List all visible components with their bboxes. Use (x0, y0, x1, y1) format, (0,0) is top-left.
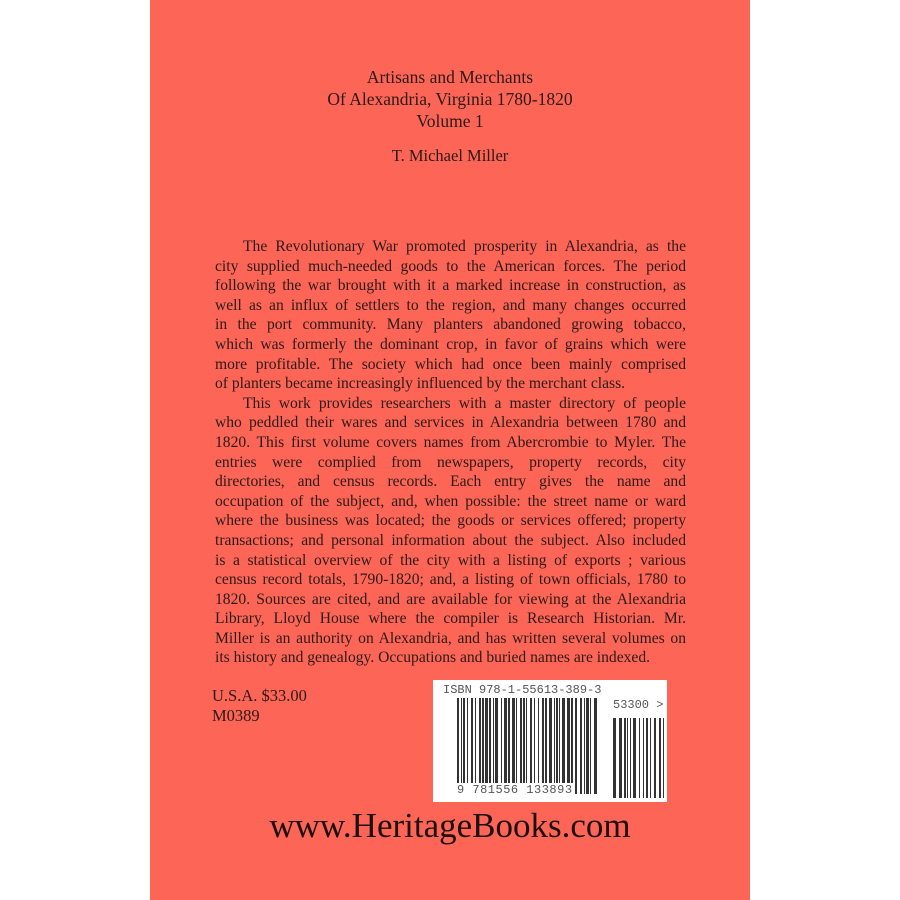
text-line: entries were complied from newspapers, property records, city (215, 453, 686, 471)
barcode-bar (650, 718, 651, 798)
text-line: transactions; and personal information about the subject. Also included (215, 531, 686, 549)
author: T. Michael Miller (391, 146, 509, 165)
barcode-bar (556, 698, 558, 794)
text-line: Miller is an authority on Alexandria, and has written several volumes on (215, 629, 686, 647)
text-line: 1820. Sources are cited, and are available for viewing at the Alexandria (215, 590, 686, 608)
barcode-bar (586, 698, 589, 794)
barcode-bar (523, 698, 525, 794)
barcode-bar (639, 718, 640, 798)
text-line: which was formerly the dominant crop, in favor of grains which were (215, 335, 686, 353)
barcode-bar (467, 698, 468, 794)
barcode-bar (530, 698, 532, 794)
barcode-bar (471, 698, 473, 794)
text-line: census record totals, 1790-1820; and, a listing of town officials, 1780 to (215, 571, 686, 589)
text-line: of planters became increasingly influenced by the merchant class. (215, 375, 626, 393)
barcode-bar (508, 698, 510, 794)
barcode-bar (549, 698, 552, 794)
barcode-digits: 9 781556 133893 (457, 783, 573, 797)
text-line: Library, Lloyd House where the compiler is Research Historian. Mr. (215, 610, 686, 628)
barcode-bar (489, 698, 491, 794)
barcode-bar (479, 698, 481, 794)
text-line: occupation of the subject, and, when possible: the street name or ward (215, 492, 686, 510)
text-line: 1820. This first volume covers names from Abercrombie to Myler. The (215, 433, 686, 451)
product-code: M0389 (212, 706, 260, 725)
text-line: well as an influx of settlers to the region, and many changes occurred (215, 296, 686, 314)
barcode-bar (475, 698, 476, 794)
barcode-bar (495, 698, 498, 794)
isbn-text: ISBN 978-1-55613-389-3 (443, 683, 602, 697)
barcode-bar (619, 718, 622, 798)
price: U.S.A. $33.00 (212, 686, 307, 705)
barcode-bar (457, 698, 459, 794)
barcode-bar (654, 718, 656, 798)
barcode-bar (485, 698, 488, 794)
text-line: This work provides researchers with a master directory of people (243, 394, 686, 412)
text-line: is a statistical overview of the city with a listing of exports ; various (215, 551, 686, 569)
title-line: Of Alexandria, Virginia 1780-1820 (327, 89, 573, 109)
text-line: its history and genealogy. Occupations and buried names are indexed. (215, 649, 651, 667)
text-line: following the war brought with it a marked increase in construction, as (215, 277, 686, 295)
barcode-bar (554, 698, 555, 794)
text-line: who peddled their wares and services in Alexandria between 1780 and (215, 414, 686, 432)
barcode-bar (545, 698, 547, 794)
barcode-bar (493, 698, 494, 794)
barcode-bar (559, 698, 560, 794)
title-line: Artisans and Merchants (366, 67, 534, 87)
barcode-bar (463, 698, 465, 794)
barcode-bar (663, 718, 664, 798)
barcode-bar (643, 718, 644, 798)
barcode-bar (571, 698, 573, 794)
barcode-bar (624, 718, 626, 798)
text-line: The Revolutionary War promoted prosperity in Alexandria, as the (243, 238, 686, 255)
text-line: in the port community. Many planters abandoned growing tobacco, (215, 316, 686, 334)
barcode-bar (580, 698, 582, 794)
barcode-bar (538, 698, 539, 794)
barcode-bar (542, 698, 544, 794)
barcode-bar (562, 698, 565, 794)
barcode-bar (575, 698, 577, 794)
isbn-barcode (433, 680, 667, 802)
text-line: where the business was located; the goods or services offered; property (215, 512, 686, 530)
barcode-bar (512, 698, 515, 794)
barcode-bar (501, 698, 502, 794)
title-line: Volume 1 (416, 111, 484, 131)
barcode-bar (520, 698, 522, 794)
text-line: city supplied much-needed goods to the American forces. The period (215, 257, 686, 275)
text-line: more profitable. The society which had once been mainly comprised (215, 355, 686, 373)
barcode-bar (461, 698, 462, 794)
barcode-bar (627, 718, 628, 798)
price-addon: 53300 > (613, 698, 664, 712)
barcode-bar (633, 718, 636, 798)
barcode-bar (516, 698, 517, 794)
book-back-cover (150, 0, 750, 900)
barcode-bar (482, 698, 484, 794)
barcode-bar (659, 718, 661, 798)
barcode-bar (534, 698, 535, 794)
barcode-bar (594, 698, 597, 794)
barcode-bar (630, 718, 631, 798)
price-block (212, 686, 307, 726)
barcode-bar (590, 698, 591, 794)
website: www.HeritageBooks.com (269, 806, 631, 845)
barcode-bar (526, 698, 527, 794)
barcode-bar (613, 718, 616, 798)
barcode-bar (504, 698, 507, 794)
description (215, 237, 686, 668)
barcode-bar (567, 698, 570, 794)
barcode-bar (584, 698, 585, 794)
text-line: directories, and census records. Each entry gives the name and (215, 473, 686, 491)
barcode-bar (646, 718, 648, 798)
